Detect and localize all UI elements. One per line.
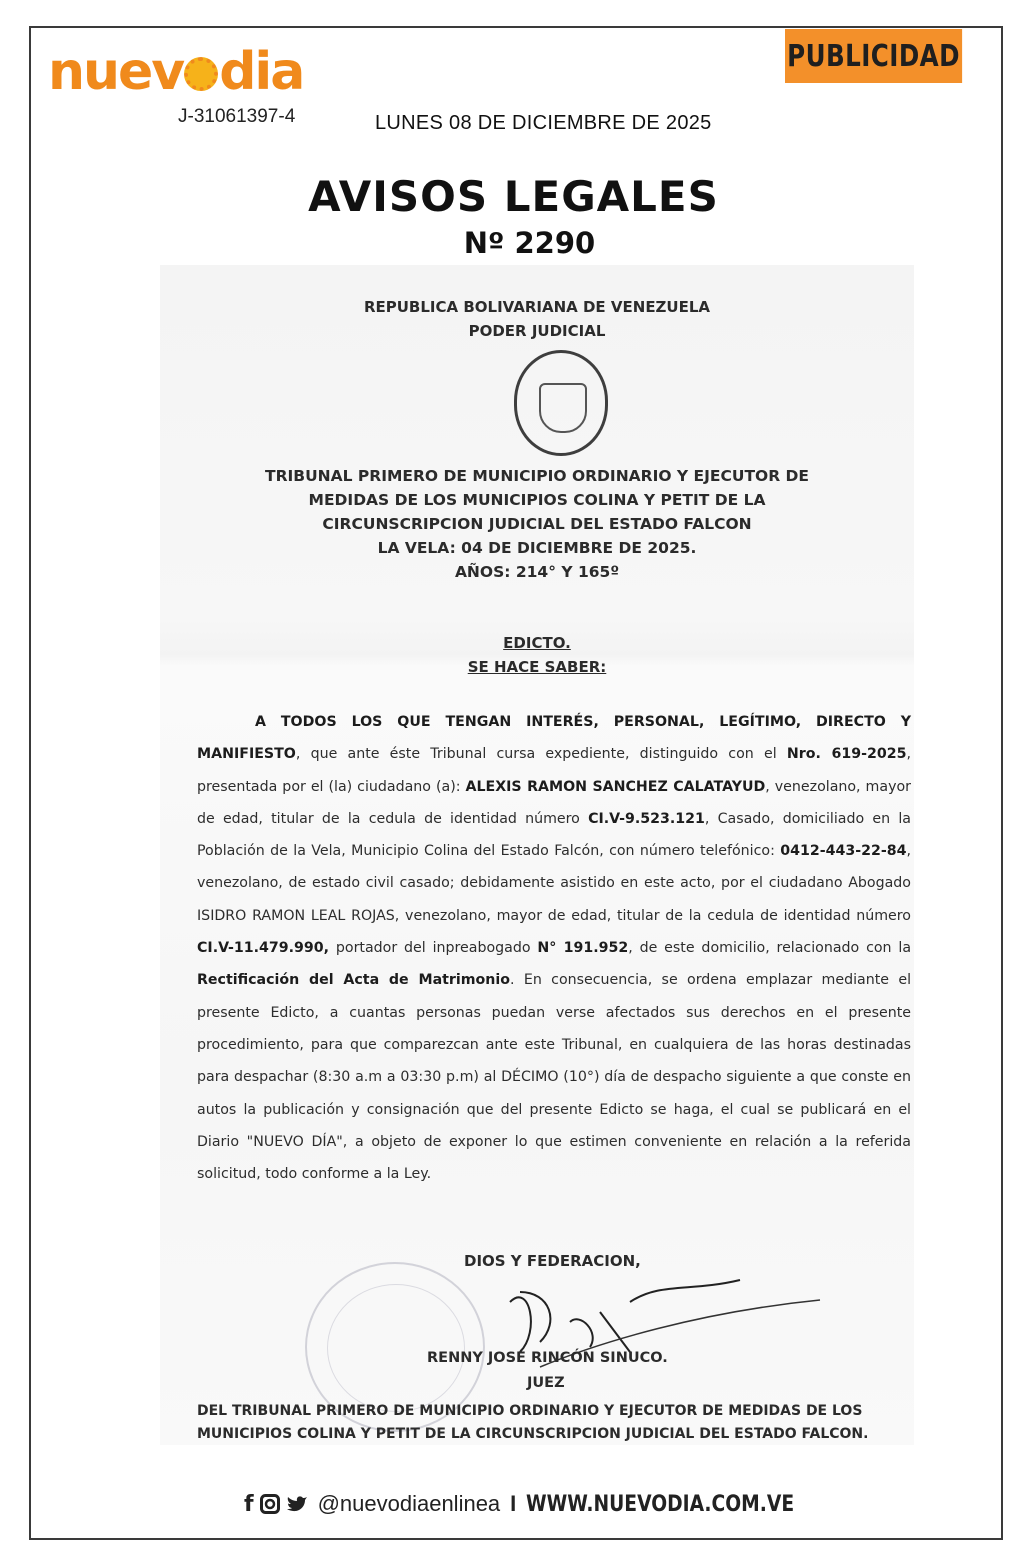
notice-number: Nº 2290 — [463, 226, 596, 260]
court-footer-line: DEL TRIBUNAL PRIMERO DE MUNICIPIO ORDINARIO Y EJECUTOR DE MEDIDAS DE LOS — [197, 1403, 863, 1419]
se-hace-saber: SE HACE SABER: — [467, 658, 607, 676]
nuevodia-logo: nuev dia — [48, 42, 304, 102]
twitter-icon[interactable] — [286, 1494, 308, 1514]
judicial-heading: PODER JUDICIAL — [468, 322, 606, 340]
court-footer — [197, 1400, 911, 1446]
judge-name: RENNY JOSÉ RINCÓN SINUCO. — [427, 1350, 668, 1366]
court-line: CIRCUNSCRIPCION JUDICIAL DEL ESTADO FALCON — [322, 515, 752, 533]
court-heading — [160, 464, 914, 584]
publicidad-badge: PUBLICIDAD — [785, 29, 962, 83]
republic-heading: REPUBLICA BOLIVARIANA DE VENEZUELA — [363, 298, 711, 316]
coat-of-arms-seal-icon — [514, 350, 608, 456]
facebook-icon[interactable]: f — [244, 1491, 254, 1517]
court-years: AÑOS: 214° Y 165º — [454, 563, 620, 581]
publication-date: LUNES 08 DE DICIEMBRE DE 2025 — [375, 112, 712, 134]
court-date: LA VELA: 04 DE DICIEMBRE DE 2025. — [377, 539, 697, 557]
edicto-title: EDICTO. — [503, 634, 571, 652]
instagram-icon[interactable] — [260, 1494, 280, 1514]
court-footer-line: MUNICIPIOS COLINA Y PETIT DE LA CIRCUNSCRIPCION JUDICIAL DEL ESTADO FALCON. — [197, 1426, 869, 1442]
sun-icon — [184, 57, 218, 91]
social-handle[interactable]: @nuevodiaenlinea — [317, 1491, 501, 1516]
rif-number: J-31061397-4 — [178, 106, 296, 127]
court-line: TRIBUNAL PRIMERO DE MUNICIPIO ORDINARIO Y EJECUTOR DE — [265, 467, 809, 485]
website-link[interactable]: WWW.NUEVODIA.COM.VE — [526, 1491, 795, 1517]
court-line: MEDIDAS DE LOS MUNICIPIOS COLINA Y PETIT DE LA — [308, 491, 766, 509]
edicto-body: A TODOS LOS QUE TENGAN INTERÉS, PERSONAL, LEGÍTIMO, DIRECTO Y MANIFIESTO, que ante éste Tribunal cursa expediente, distinguido con el Nro. 619-2025, presentada por el (la) ciudadano (a): ALEXIS RAMON SANCHEZ CALATAYUD, venezolano, mayor de edad, titular de la cedula de identidad número CI.V-9.523.121, Casado, domiciliado en la Población de la Vela, Municipio Colina del Estado Falcón, con número telefónico: 0412-443-22-84, venezolano, de estado civil casado; debidamente asistido en este acto, por el ciudadano Abogado ISIDRO RAMON LEAL ROJAS, venezolano, mayor de edad, titular de la cedula de identidad número CI.V-11.479.990, portador del inpreabogado N° 191.952, de este domicilio, relacionado con la Rectificación del Acta de Matrimonio. En consecuencia, se ordena emplazar mediante el presente Edicto, a cuantas personas puedan verse afectados sus derechos en el presente procedimiento, para que comparezcan ante este Tribunal, en cualquiera de las horas destinadas para despachar (8:30 a.m a 03:30 p.m) al DÉCIMO (10°) día de despacho siguiente a que conste en autos la publicación y consignación que del presente Edicto se haga, el cual se publicará en el Diario "NUEVO DÍA", a objeto de exponer lo que estimen conveniente en relación a la referida solicitud, todo conforme a la Ley. — [197, 714, 912, 1183]
page-title: AVISOS LEGALES — [308, 172, 719, 221]
footer-social — [244, 1486, 842, 1522]
judge-title: JUEZ — [527, 1375, 565, 1391]
closing-salutation: DIOS Y FEDERACION, — [464, 1252, 641, 1270]
footer-separator: I — [510, 1491, 517, 1516]
